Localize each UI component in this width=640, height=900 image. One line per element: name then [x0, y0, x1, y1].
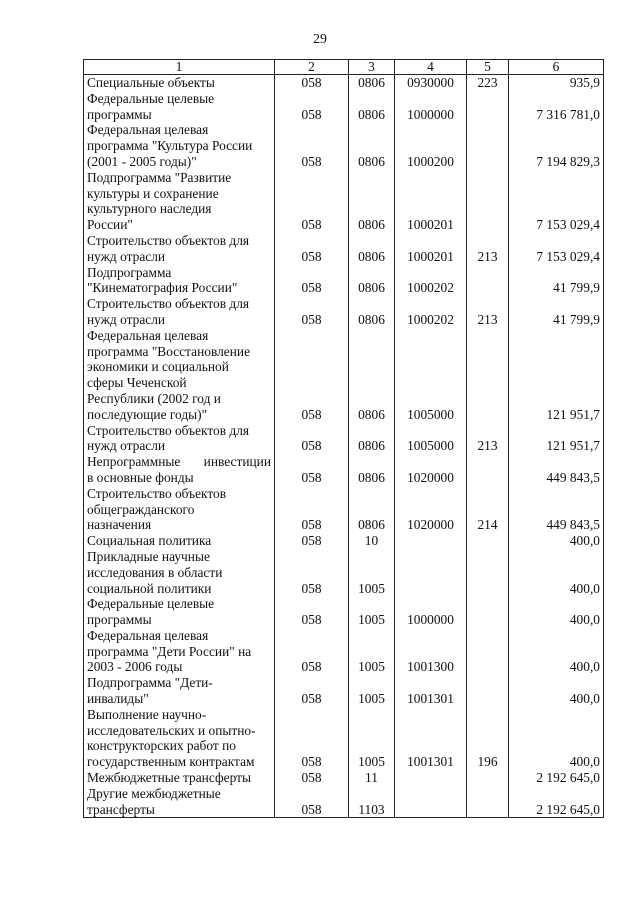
target-article-code: 0930000 — [395, 75, 467, 91]
row-name-line: нужд отрасли — [87, 248, 166, 264]
row-name-line: Выполнение научно- — [87, 706, 207, 722]
ministry-code: 058 — [275, 770, 349, 786]
target-article-code — [395, 770, 467, 786]
row-name — [84, 675, 275, 707]
table-row — [84, 770, 604, 786]
table-row — [84, 454, 604, 486]
expense-type-code — [467, 596, 509, 628]
section-code: 11 — [349, 770, 395, 786]
row-name — [84, 707, 275, 770]
row-name-line: Федеральные целевые — [87, 596, 215, 612]
target-article-code: 1000200 — [395, 122, 467, 169]
ministry-code: 058 — [275, 596, 349, 628]
amount-value: 7 153 029,4 — [509, 170, 604, 233]
row-name — [84, 296, 275, 328]
row-name-line: программа "Культура России — [87, 138, 253, 154]
column-header-3: 3 — [349, 60, 395, 75]
row-name-line: программы — [87, 106, 152, 122]
expense-type-code — [467, 91, 509, 123]
row-name-line: Непрограммные инвестиции — [87, 454, 271, 470]
row-name-line: нужд отрасли — [87, 311, 166, 327]
row-name-line: общегражданского — [87, 501, 195, 517]
target-article-code: 1000202 — [395, 296, 467, 328]
expense-type-code — [467, 328, 509, 423]
row-name-line: Подпрограмма "Дети- — [87, 675, 213, 691]
row-name-line: исследовательских и опытно- — [87, 722, 256, 738]
table-row — [84, 596, 604, 628]
expense-type-code — [467, 170, 509, 233]
row-name-line: культурного наследия — [87, 201, 212, 217]
section-code: 1005 — [349, 628, 395, 675]
table-row — [84, 296, 604, 328]
amount-value: 400,0 — [509, 596, 604, 628]
row-name-line: 2003 - 2006 годы — [87, 659, 183, 675]
section-code: 0806 — [349, 296, 395, 328]
row-name — [84, 75, 275, 91]
ministry-code: 058 — [275, 423, 349, 455]
table-row — [84, 122, 604, 169]
amount-value: 400,0 — [509, 707, 604, 770]
table-row — [84, 328, 604, 423]
row-name-line: Межбюджетные трансферты — [87, 770, 251, 786]
expense-type-code — [467, 454, 509, 486]
amount-value: 121 951,7 — [509, 328, 604, 423]
amount-value: 7 194 829,3 — [509, 122, 604, 169]
row-name-line: исследования в области — [87, 564, 223, 580]
row-name-line: Федеральная целевая — [87, 327, 209, 343]
section-code: 10 — [349, 533, 395, 549]
column-header-1: 1 — [84, 60, 275, 75]
column-header-6: 6 — [509, 60, 604, 75]
row-name-line: конструкторских работ по — [87, 738, 236, 754]
section-code: 0806 — [349, 122, 395, 169]
header-row — [84, 60, 604, 75]
row-name — [84, 122, 275, 169]
section-code: 0806 — [349, 170, 395, 233]
row-name-line: Прикладные научные — [87, 548, 210, 564]
row-name — [84, 233, 275, 265]
amount-value: 121 951,7 — [509, 423, 604, 455]
ministry-code: 058 — [275, 486, 349, 533]
ministry-code: 058 — [275, 233, 349, 265]
section-code: 0806 — [349, 75, 395, 91]
section-code: 1005 — [349, 596, 395, 628]
row-name-line: Федеральная целевая — [87, 627, 209, 643]
target-article-code: 1000000 — [395, 91, 467, 123]
expense-type-code: 223 — [467, 75, 509, 91]
row-name-line: "Кинематография России" — [87, 280, 238, 296]
row-name-line: сферы Чеченской — [87, 375, 187, 391]
table-row — [84, 75, 604, 91]
amount-value: 7 153 029,4 — [509, 233, 604, 265]
ministry-code: 058 — [275, 265, 349, 297]
target-article-code: 1000000 — [395, 596, 467, 628]
expense-type-code: 196 — [467, 707, 509, 770]
ministry-code: 058 — [275, 707, 349, 770]
section-code: 0806 — [349, 328, 395, 423]
ministry-code: 058 — [275, 75, 349, 91]
expense-type-code — [467, 533, 509, 549]
table-row — [84, 675, 604, 707]
section-code: 1005 — [349, 549, 395, 596]
row-name — [84, 423, 275, 455]
ministry-code: 058 — [275, 549, 349, 596]
section-code: 1005 — [349, 675, 395, 707]
table-row — [84, 91, 604, 123]
row-name-line: программы — [87, 612, 152, 628]
target-article-code — [395, 549, 467, 596]
row-name — [84, 770, 275, 786]
ministry-code: 058 — [275, 628, 349, 675]
row-name-line: экономики и социальной — [87, 359, 229, 375]
target-article-code: 1020000 — [395, 486, 467, 533]
row-name — [84, 91, 275, 123]
amount-value: 7 316 781,0 — [509, 91, 604, 123]
target-article-code: 1005000 — [395, 423, 467, 455]
expense-type-code — [467, 628, 509, 675]
expense-type-code — [467, 265, 509, 297]
target-article-code: 1001301 — [395, 675, 467, 707]
table-row — [84, 628, 604, 675]
row-name-line: трансферты — [87, 801, 155, 817]
table-row — [84, 233, 604, 265]
row-name-line: Республики (2002 год и — [87, 390, 221, 406]
ministry-code: 058 — [275, 296, 349, 328]
table-row — [84, 786, 604, 818]
target-article-code: 1001300 — [395, 628, 467, 675]
section-code: 0806 — [349, 454, 395, 486]
amount-value: 400,0 — [509, 628, 604, 675]
row-name-line: Социальная политика — [87, 533, 212, 549]
ministry-code: 058 — [275, 91, 349, 123]
row-name — [84, 786, 275, 818]
amount-value: 2 192 645,0 — [509, 786, 604, 818]
page-number: 29 — [313, 32, 327, 47]
row-name-line: Строительство объектов для — [87, 422, 250, 438]
section-code: 0806 — [349, 265, 395, 297]
section-code: 0806 — [349, 486, 395, 533]
target-article-code: 1001301 — [395, 707, 467, 770]
row-name-line: России" — [87, 217, 133, 233]
row-name-line: Подпрограмма "Развитие — [87, 169, 232, 185]
row-name-line: Специальные объекты — [87, 75, 215, 90]
row-name-line: Подпрограмма — [87, 264, 172, 280]
section-code: 1103 — [349, 786, 395, 818]
row-name-line: последующие годы)" — [87, 406, 208, 422]
amount-value: 400,0 — [509, 549, 604, 596]
row-name-line: социальной политики — [87, 580, 212, 596]
expense-type-code: 213 — [467, 233, 509, 265]
amount-value: 400,0 — [509, 533, 604, 549]
amount-value: 449 843,5 — [509, 486, 604, 533]
expense-type-code — [467, 549, 509, 596]
table-row — [84, 486, 604, 533]
ministry-code: 058 — [275, 328, 349, 423]
row-name — [84, 170, 275, 233]
section-code: 1005 — [349, 707, 395, 770]
target-article-code: 1000201 — [395, 233, 467, 265]
ministry-code: 058 — [275, 786, 349, 818]
section-code: 0806 — [349, 91, 395, 123]
expense-type-code: 214 — [467, 486, 509, 533]
row-name — [84, 549, 275, 596]
amount-value: 449 843,5 — [509, 454, 604, 486]
ministry-code: 058 — [275, 454, 349, 486]
amount-value: 41 799,9 — [509, 265, 604, 297]
ministry-code: 058 — [275, 170, 349, 233]
row-name — [84, 454, 275, 486]
target-article-code — [395, 786, 467, 818]
row-name-line: Строительство объектов для — [87, 296, 250, 312]
row-name-line: культуры и сохранение — [87, 185, 219, 201]
row-name-line: нужд отрасли — [87, 438, 166, 454]
column-header-4: 4 — [395, 60, 467, 75]
table-row — [84, 533, 604, 549]
target-article-code: 1020000 — [395, 454, 467, 486]
amount-value: 935,9 — [509, 75, 604, 91]
row-name-line: инвалиды" — [87, 691, 149, 707]
row-name — [84, 596, 275, 628]
target-article-code: 1000202 — [395, 265, 467, 297]
table-row — [84, 707, 604, 770]
column-header-5: 5 — [467, 60, 509, 75]
row-name-line: назначения — [87, 517, 152, 533]
expense-type-code — [467, 786, 509, 818]
table-body — [84, 75, 604, 818]
row-name-line: Федеральная целевая — [87, 122, 209, 138]
row-name — [84, 328, 275, 423]
table-row — [84, 170, 604, 233]
section-code: 0806 — [349, 233, 395, 265]
target-article-code: 1000201 — [395, 170, 467, 233]
table-row — [84, 265, 604, 297]
row-name-line: программа "Восстановление — [87, 343, 251, 359]
row-name-line: Федеральные целевые — [87, 90, 215, 106]
table-header — [84, 60, 604, 75]
row-name-line: (2001 - 2005 годы)" — [87, 153, 197, 169]
row-name — [84, 533, 275, 549]
target-article-code: 1005000 — [395, 328, 467, 423]
expense-type-code — [467, 770, 509, 786]
row-name — [84, 265, 275, 297]
row-name-line: программа "Дети России" на — [87, 643, 252, 659]
row-name-line: Строительство объектов для — [87, 232, 250, 248]
row-name-line: в основные фонды — [87, 469, 194, 485]
target-article-code — [395, 533, 467, 549]
ministry-code: 058 — [275, 122, 349, 169]
budget-table — [83, 59, 604, 818]
amount-value: 400,0 — [509, 675, 604, 707]
expense-type-code: 213 — [467, 423, 509, 455]
ministry-code: 058 — [275, 675, 349, 707]
row-name — [84, 486, 275, 533]
row-name-line: государственным контрактам — [87, 754, 255, 770]
row-name-line: Строительство объектов — [87, 485, 227, 501]
expense-type-code — [467, 675, 509, 707]
expense-type-code: 213 — [467, 296, 509, 328]
section-code: 0806 — [349, 423, 395, 455]
expense-type-code — [467, 122, 509, 169]
amount-value: 41 799,9 — [509, 296, 604, 328]
table-row — [84, 549, 604, 596]
amount-value: 2 192 645,0 — [509, 770, 604, 786]
column-header-2: 2 — [275, 60, 349, 75]
row-name-line: Другие межбюджетные — [87, 785, 221, 801]
row-name — [84, 628, 275, 675]
ministry-code: 058 — [275, 533, 349, 549]
table-row — [84, 423, 604, 455]
